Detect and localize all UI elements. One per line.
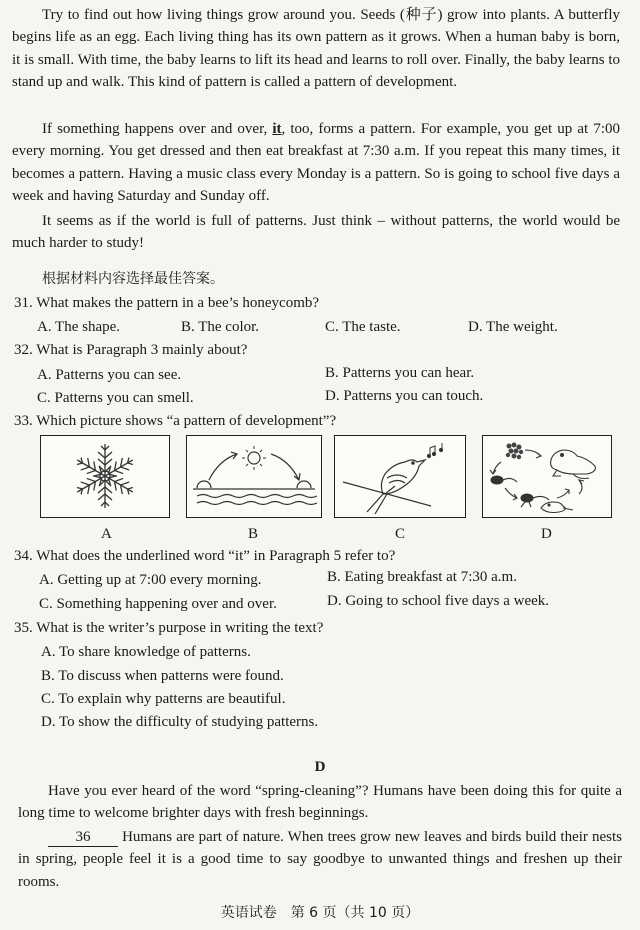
picture-d-label: D [541, 526, 552, 542]
picture-a-label: A [101, 526, 112, 542]
passage-paragraph-1: Try to find out how living things grow around you. Seeds (种子) grow into plants. A butterfly begins life as an egg. Each living thing has its own pattern as it grows. When a human baby is born, it is small. With time, the baby learns to lift its head and learns to roll over. Finally, the baby learns to stand up and walk. This kind of pattern is called a pattern of development. [12, 7, 620, 91]
picture-d-frog-life-cycle[interactable] [482, 435, 612, 518]
q35-option-c[interactable]: C. To explain why patterns are beautiful. [41, 691, 286, 707]
picture-c-bird[interactable] [334, 435, 466, 518]
question-34: 34. What does the underlined word “it” in Paragraph 5 refer to? [14, 548, 396, 564]
snowflake-icon [41, 436, 169, 517]
picture-c-label: C [395, 526, 406, 542]
q35-option-d[interactable]: D. To show the difficulty of studying patterns. [41, 714, 319, 730]
q35-option-a[interactable]: A. To share knowledge of patterns. [41, 644, 251, 660]
question-35: 35. What is the writer’s purpose in writing the text? [14, 620, 324, 636]
passage-paragraph-2 [12, 118, 620, 208]
section-d-paragraph-1: Have you ever heard of the word “spring-cleaning”? Humans have been doing this for quite a long time to welcome brighter days with fresh beginnings. [18, 783, 622, 822]
q31-option-c[interactable]: C. The taste. [325, 319, 401, 335]
q34-option-a[interactable]: A. Getting up at 7:00 every morning. [39, 572, 262, 588]
section-d-heading: D [314, 759, 326, 775]
p2-text-before: If something happens over and over, [42, 121, 273, 137]
q32-option-b[interactable]: B. Patterns you can hear. [325, 365, 475, 381]
q34-option-b[interactable]: B. Eating breakfast at 7:30 a.m. [327, 569, 517, 585]
bird-icon [335, 436, 465, 517]
underlined-it: it [272, 121, 282, 137]
question-32: 32. What is Paragraph 3 mainly about? [14, 342, 248, 358]
q31-option-a[interactable]: A. The shape. [37, 319, 121, 335]
question-33: 33. Which picture shows “a pattern of development”? [14, 413, 337, 429]
passage-paragraph-3: It seems as if the world is full of patterns. Just think – without patterns, the world would be much harder to study! [12, 213, 620, 252]
frog-life-cycle-icon [483, 436, 611, 517]
blank-36[interactable]: 36 [48, 828, 118, 847]
q32-option-a[interactable]: A. Patterns you can see. [37, 367, 182, 383]
q32-option-d[interactable]: D. Patterns you can touch. [325, 388, 484, 404]
q34-option-d[interactable]: D. Going to school five days a week. [327, 593, 550, 609]
sun-cycle-icon [187, 436, 321, 517]
p2-text-after: , too, forms a pattern. For example, you get up at 7:00 every morning. You get dressed and then eat breakfast at 7:30 a.m. If you repeat this many times, it becomes a pattern. Having a music class every Monday is a pattern. So is going to school five days a week and having Saturday and Sunday off. [12, 121, 620, 205]
question-31: 31. What makes the pattern in a bee’s honeycomb? [14, 295, 320, 311]
picture-b-label: B [248, 526, 259, 542]
page-footer: 英语试卷 第 6 页（共 10 页） [220, 905, 420, 921]
picture-b-sun-cycle[interactable] [186, 435, 322, 518]
instruction: 根据材料内容选择最佳答案。 [42, 271, 224, 287]
q34-option-c[interactable]: C. Something happening over and over. [39, 596, 277, 612]
q31-option-d[interactable]: D. The weight. [468, 319, 558, 335]
q31-option-b[interactable]: B. The color. [181, 319, 260, 335]
q32-option-c[interactable]: C. Patterns you can smell. [37, 390, 194, 406]
q35-option-b[interactable]: B. To discuss when patterns were found. [41, 668, 284, 684]
picture-a-snowflake[interactable] [40, 435, 170, 518]
section-d-paragraph-2 [18, 826, 622, 893]
section-d-paragraph-2-text: Humans are part of nature. When trees grow new leaves and birds build their nests in spring, people feel it is a good time to say goodbye to unwanted things and freshen up their rooms. [18, 829, 622, 890]
